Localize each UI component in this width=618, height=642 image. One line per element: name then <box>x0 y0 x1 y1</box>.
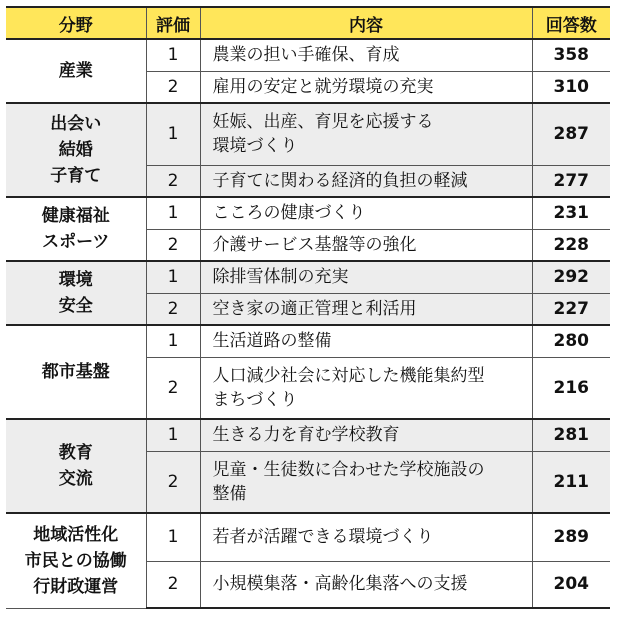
content-cell: 児童・生徒数に合わせた学校施設の 整備 <box>200 451 532 513</box>
grade-cell: 2 <box>146 357 200 419</box>
table-row <box>6 197 610 229</box>
content-cell: 妊娠、出産、育児を応援する 環境づくり <box>200 103 532 165</box>
header-field: 分野 <box>6 7 146 39</box>
grade-cell: 1 <box>146 197 200 229</box>
count-cell: 310 <box>532 71 610 103</box>
count-cell: 287 <box>532 103 610 165</box>
content-cell: 介護サービス基盤等の強化 <box>200 229 532 261</box>
grade-cell: 2 <box>146 561 200 608</box>
grade-cell: 1 <box>146 325 200 357</box>
header-content: 内容 <box>200 7 532 39</box>
grade-cell: 2 <box>146 293 200 325</box>
table-row <box>6 39 610 71</box>
grade-cell: 2 <box>146 451 200 513</box>
table-row <box>6 419 610 451</box>
grade-cell: 1 <box>146 103 200 165</box>
header-count: 回答数 <box>532 7 610 39</box>
content-cell: 人口減少社会に対応した機能集約型 まちづくり <box>200 357 532 419</box>
count-cell: 280 <box>532 325 610 357</box>
header-row <box>6 7 610 39</box>
survey-table <box>6 6 610 609</box>
count-cell: 281 <box>532 419 610 451</box>
table-row <box>6 103 610 165</box>
field-cell: 産業 <box>6 39 146 103</box>
count-cell: 231 <box>532 197 610 229</box>
content-cell: 生きる力を育む学校教育 <box>200 419 532 451</box>
count-cell: 216 <box>532 357 610 419</box>
content-cell: こころの健康づくり <box>200 197 532 229</box>
count-cell: 228 <box>532 229 610 261</box>
field-cell: 出会い 結婚 子育て <box>6 103 146 197</box>
grade-cell: 1 <box>146 513 200 561</box>
content-cell: 子育てに関わる経済的負担の軽減 <box>200 165 532 197</box>
grade-cell: 2 <box>146 71 200 103</box>
grade-cell: 1 <box>146 39 200 71</box>
grade-cell: 2 <box>146 165 200 197</box>
table-row <box>6 325 610 357</box>
count-cell: 358 <box>532 39 610 71</box>
grade-cell: 1 <box>146 419 200 451</box>
count-cell: 277 <box>532 165 610 197</box>
content-cell: 生活道路の整備 <box>200 325 532 357</box>
count-cell: 211 <box>532 451 610 513</box>
content-cell: 小規模集落・高齢化集落への支援 <box>200 561 532 608</box>
content-cell: 雇用の安定と就労環境の充実 <box>200 71 532 103</box>
grade-cell: 1 <box>146 261 200 293</box>
count-cell: 292 <box>532 261 610 293</box>
header-grade: 評価 <box>146 7 200 39</box>
grade-cell: 2 <box>146 229 200 261</box>
count-cell: 227 <box>532 293 610 325</box>
field-cell: 都市基盤 <box>6 325 146 419</box>
field-cell: 健康福祉 スポーツ <box>6 197 146 261</box>
count-cell: 204 <box>532 561 610 608</box>
content-cell: 農業の担い手確保、育成 <box>200 39 532 71</box>
field-cell: 教育 交流 <box>6 419 146 513</box>
table-row <box>6 513 610 561</box>
content-cell: 若者が活躍できる環境づくり <box>200 513 532 561</box>
content-cell: 空き家の適正管理と利活用 <box>200 293 532 325</box>
field-cell: 環境 安全 <box>6 261 146 325</box>
table-row <box>6 261 610 293</box>
field-cell: 地域活性化 市民との協働 行財政運営 <box>6 513 146 608</box>
content-cell: 除排雪体制の充実 <box>200 261 532 293</box>
count-cell: 289 <box>532 513 610 561</box>
